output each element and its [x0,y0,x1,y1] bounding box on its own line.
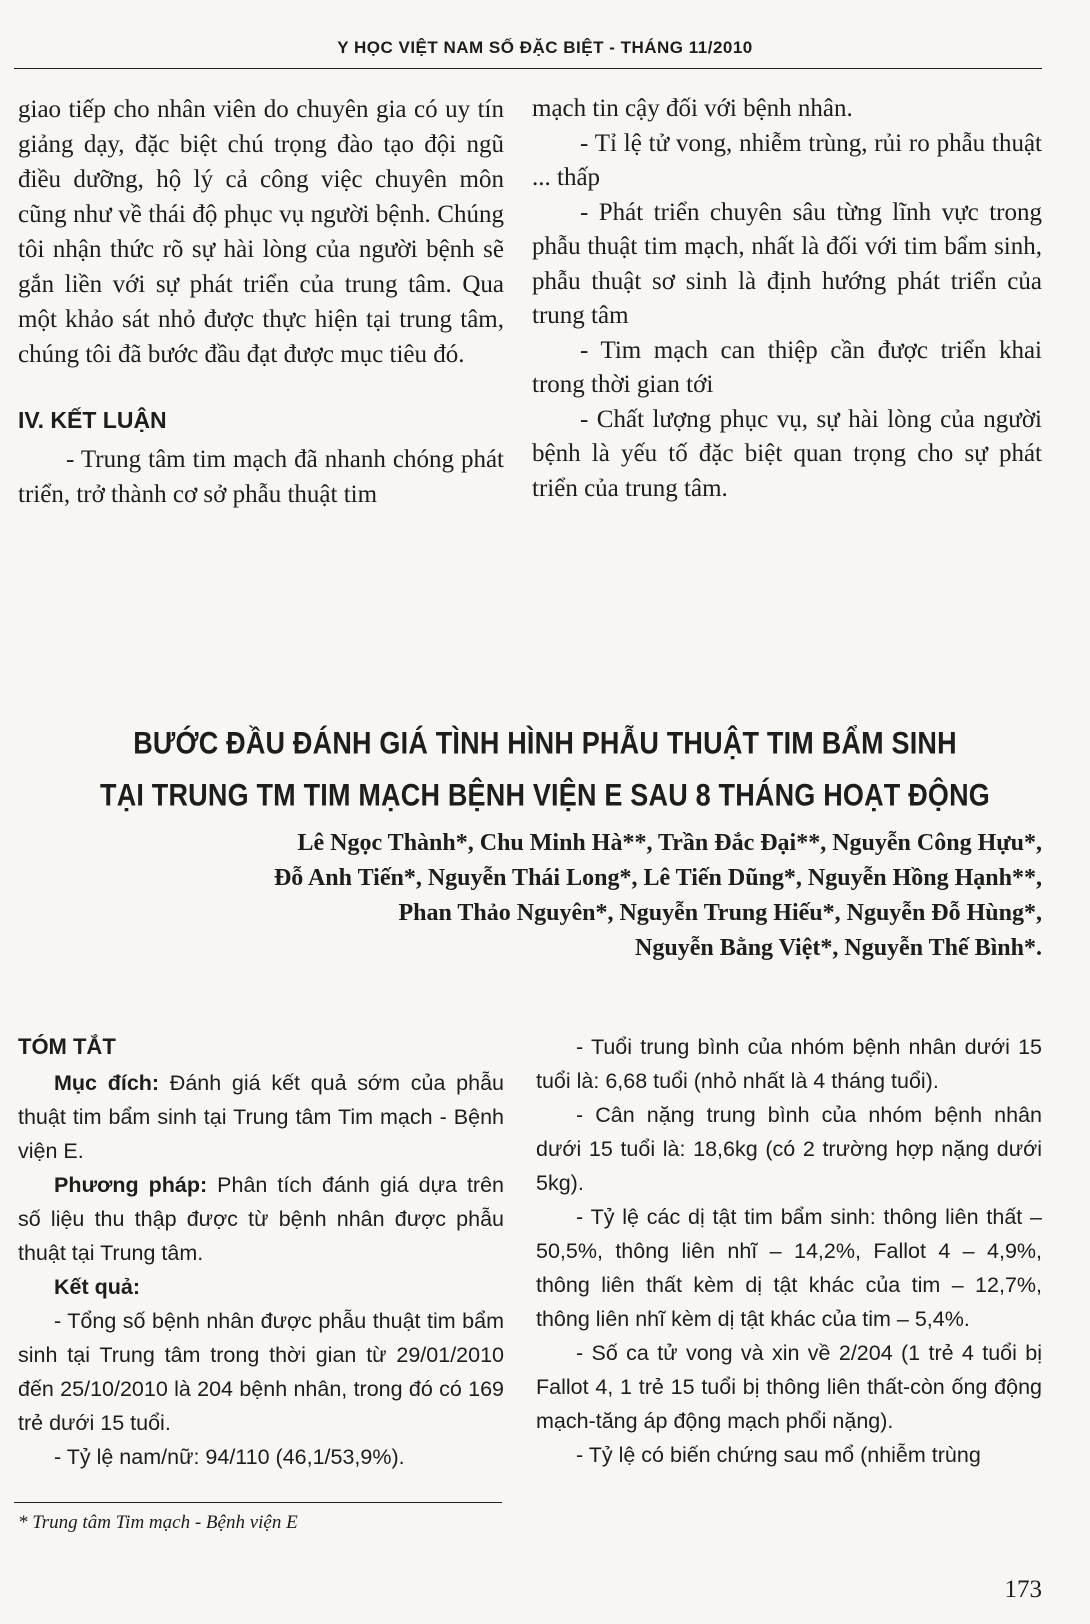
results-item: - Tuổi trung bình của nhóm bệnh nhân dưới 15 tuổi là: 6,68 tuổi (nhỏ nhất là 4 tháng tuổi). [536,1035,1042,1093]
author-line: Phan Thảo Nguyên*, Nguyễn Trung Hiếu*, Nguyễn Đỗ Hùng*, [398,900,1042,926]
results-item: - Số ca tử vong và xin về 2/204 (1 trẻ 4 tuổi bị Fallot 4, 1 trẻ 15 tuổi bị thông liên thất-còn ống động mạch-tăng áp động mạch phổi nặng). [536,1341,1042,1433]
abstract-left-column [18,1030,504,1474]
article-title-line: TẠI TRUNG TM TIM MẠCH BỆNH VIỆN E SAU 8 THÁNG HOẠT ĐỘNG [100,777,990,813]
article-title-line: BƯỚC ĐẦU ĐÁNH GIÁ TÌNH HÌNH PHẪU THUẬT TIM BẨM SINH [133,726,957,761]
journal-header: Y HỌC VIỆT NAM SỐ ĐẶC BIỆT - THÁNG 11/2010 [337,38,753,57]
objective-label: Mục đích: [54,1071,160,1095]
prev-article-paragraph: giao tiếp cho nhân viên do chuyên gia có uy tín giảng dạy, đặc biệt chú trọng đào tạo đội ngũ điều dưỡng, hộ lý cả công việc chuyên môn cũng như về thái độ phục vụ người bệnh. Chúng tôi nhận thức rõ sự hài lòng của người bệnh sẽ gắn liền với sự phát triển của trung tâm. Qua một khảo sát nhỏ được thực hiện tại trung tâm, chúng tôi đã bước đầu đạt được mục tiêu đó. [18,96,504,368]
section-heading-conclusion: IV. KẾT LUẬN [18,407,167,433]
conclusion-item: - Tim mạch can thiệp cần được triển khai trong thời gian tới [532,336,1042,398]
results-item: - Tổng số bệnh nhân được phẫu thuật tim bẩm sinh tại Trung tâm trong thời gian từ 29/01/2010 đến 25/10/2010 là 204 bệnh nhân, trong đó có 169 trẻ dưới 15 tuổi. [18,1309,504,1435]
header-rule [14,68,1042,69]
author-line: Đỗ Anh Tiến*, Nguyễn Thái Long*, Lê Tiến Dũng*, Nguyễn Hồng Hạnh**, [273,865,1042,891]
objective-text: Đánh giá kết quả sớm của phẫu thuật tim bẩm sinh tại Trung tâm Tim mạch - Bệnh viện E. [18,1071,504,1163]
conclusion-item: - Phát triển chuyên sâu từng lĩnh vực trong phẫu thuật tim mạch, nhất là đối với tim bẩm sinh, phẫu thuật sơ sinh là định hướng phát triển của trung tâm [532,198,1042,329]
prev-article-left-column [18,92,504,512]
prev-article-right-column [532,92,1042,506]
author-list [120,826,1042,966]
method-text: Phân tích đánh giá dựa trên số liệu thu thập được từ bệnh nhân được phẫu thuật tại Trung tâm. [18,1173,504,1265]
abstract-right-column [536,1030,1042,1472]
author-line: Nguyễn Bằng Việt*, Nguyễn Thế Bình*. [635,935,1042,961]
conclusion-continuation: mạch tin cậy đối với bệnh nhân. [532,95,853,122]
abstract-heading: TÓM TẮT [18,1034,116,1059]
footnote: * Trung tâm Tim mạch - Bệnh viện E [18,1512,298,1533]
article-title [0,718,1090,822]
abstract-results-heading [18,1270,504,1304]
author-line: Lê Ngọc Thành*, Chu Minh Hà**, Trần Đắc Đại**, Nguyễn Công Hựu*, [297,830,1042,856]
conclusion-item: - Tỉ lệ tử vong, nhiễm trùng, rủi ro phẫu thuật ... thấp [532,129,1042,191]
abstract-objective [18,1066,504,1168]
results-item: - Tỷ lệ các dị tật tim bẩm sinh: thông liên thất – 50,5%, thông liên nhĩ – 14,2%, Fallot 4 – 4,9%, thông liên thất kèm dị tật khác của tim – 12,7%, thông liên nhĩ kèm dị tật khác của tim – 5,4%. [536,1205,1042,1331]
footnote-rule [14,1502,502,1503]
conclusion-item: - Chất lượng phục vụ, sự hài lòng của người bệnh là yếu tố đặc biệt quan trọng cho sự phát triển của trung tâm. [532,405,1042,502]
results-item: - Tỷ lệ có biến chứng sau mổ (nhiễm trùng [576,1443,981,1467]
results-item: - Cân nặng trung bình của nhóm bệnh nhân dưới 15 tuổi là: 18,6kg (có 2 trường hợp nặng dưới 5kg). [536,1103,1042,1195]
results-item: - Tỷ lệ nam/nữ: 94/110 (46,1/53,9%). [54,1445,405,1469]
page-number: 173 [1004,1576,1042,1603]
abstract-method [18,1168,504,1270]
method-label: Phương pháp: [54,1173,208,1197]
conclusion-item: - Trung tâm tim mạch đã nhanh chóng phát triển, trở thành cơ sở phẫu thuật tim [18,446,504,508]
results-label: Kết quả: [54,1275,140,1299]
